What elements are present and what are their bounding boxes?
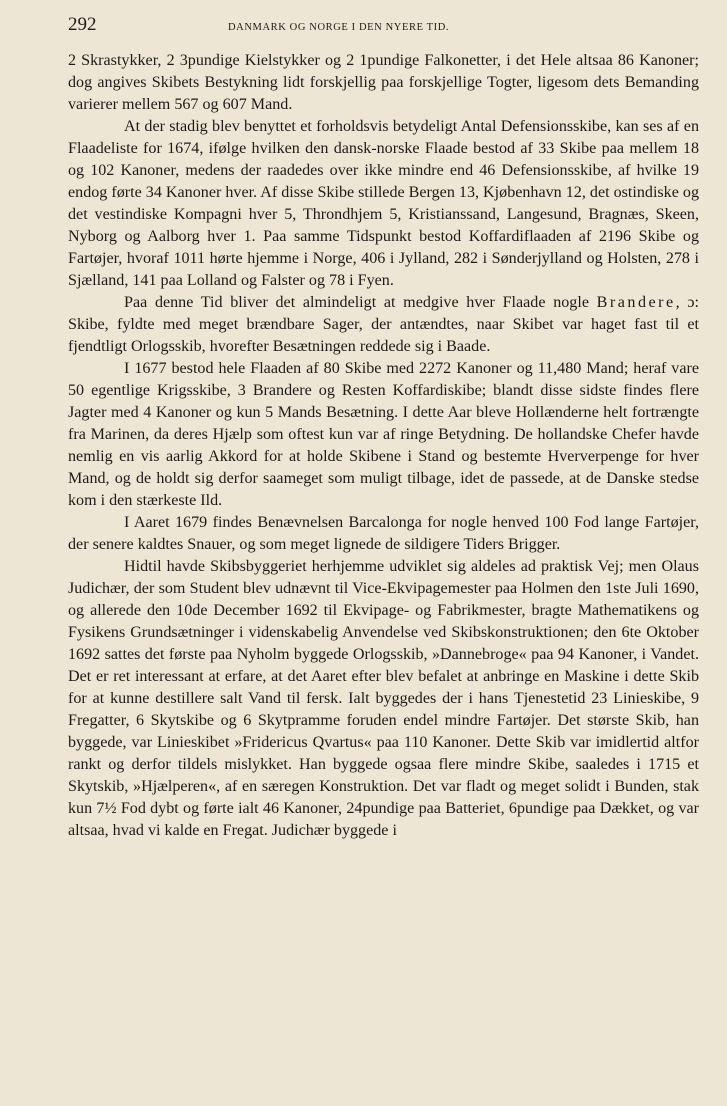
page-header: [68, 14, 699, 50]
paragraph-barcalonga: I Aaret 1679 findes Benævnelsen Barcalonga for nogle henved 100 Fod lange Fartøjer, der senere kaldtes Snauer, og som meget lignede de sildigere Tiders Brigger.: [68, 514, 699, 553]
paragraph-fleet-1677: I 1677 bestod hele Flaaden af 80 Skibe med 2272 Kanoner og 11,480 Mand; heraf vare 50 egentlige Krigsskibe, 3 Brandere og Resten Koffardiskibe; blandt disse sidste findes flere Jagter med 4 Kanoner og kun 5 Mands Besætning. I dette Aar bleve Hollænderne helt fortrængte fra Marinen, da deres Hjælp som oftest kun var af ringe Betydning. De hollandske Chefer havde nemlig en vis aarlig Akkord for at holde Skibene i Stand og bestemte Hververpenge for hver Mand, og de holdt sig derfor saameget som muligt tilbage, idet de passede, at de Danske stedse kom i den stærkeste Ild.: [68, 360, 699, 509]
paragraph-judichaer: Hidtil havde Skibsbyggeriet herhjemme udviklet sig aldeles ad praktisk Vej; men Olaus Judichær, der som Student blev udnævnt til Vice-Ekvipagemester paa Holmen den 1ste Juli 1690, og allerede den 10de December 1692 til Ekvipage- og Fabrikmester, bragte Mathematikens og Fysikens Grundsætninger i videnskabelig Anvendelse ved Skibskonstruktionen; den 6te Oktober 1692 sattes det første paa Nyholm byggede Orlogsskib, »Dannebroge« paa 94 Kanoner, i Vandet. Det er ret interessant at erfare, at det Aaret efter blev befalet at anbringe en Maskine i dette Skib for at kunne destillere salt Vand til fersk. Ialt byggedes der i hans Tjenestetid 23 Linieskibe, 9 Fregatter, 6 Skytskibe og 6 Skytpramme foruden endel mindre Fartøjer. Det største Skib, han byggede, var Linieskibet »Fridericus Qvartus« paa 110 Kanoner. Dette Skib var imidlertid altfor rankt og derfor tildels mislykket. Han byggede ogsaa flere mindre Skibe, saaledes i 1715 et Skytskib, »Hjælperen«, af en særegen Konstruktion. Det var fladt og meget solidt i Bunden, stak kun 7½ Fod dybt og førte ialt 46 Kanoner, 24pundige paa Batteriet, 6pundige paa Dækket, og var altsaa, hvad vi kalde en Fregat. Judichær byggede i: [68, 558, 699, 839]
body-text: [68, 50, 699, 842]
paragraph-brandere-before: Paa denne Tid bliver det almindeligt at medgive hver Flaade nogle: [124, 294, 597, 311]
paragraph-brandere: [68, 292, 699, 358]
paragraph-defensionsskibe: At der stadig blev benyttet et forholdsvis betydeligt Antal Defensionsskibe, kan ses af en Flaadeliste for 1674, ifølge hvilken den dansk-norske Flaade bestod af 33 Skibe paa mellem 18 og 102 Kanoner, medens der raadedes over ikke mindre end 46 Defensionsskibe, af hvilke 19 endog førte 34 Kanoner hver. Af disse Skibe stillede Bergen 13, Kjøbenhavn 12, det ostindiske og det vestindiske Kompagni hver 5, Throndhjem 5, Kristianssand, Langesund, Bragnæs, Skeen, Nyborg og Aalborg hver 1. Paa samme Tidspunkt bestod Koffardiflaaden af 2196 Skibe og Fartøjer, hvoraf 1011 hørte hjemme i Norge, 406 i Jylland, 282 i Sønderjylland og Holsten, 278 i Sjælland, 141 paa Lolland og Falster og 78 i Fyen.: [68, 118, 699, 289]
page-number: 292: [68, 14, 97, 35]
term-brandere: Brandere: [596, 294, 676, 311]
running-head: DANMARK OG NORGE I DEN NYERE TID.: [228, 22, 450, 33]
paragraph-armament: 2 Skrastykker, 2 3pundige Kielstykker og 2 1pundige Falkonetter, i det Hele altsaa 86 Kanoner; dog angives Skibets Bestykning lidt forskjellig paa forskjellige Togter, ligesom dets Bemanding varierer mellem 567 og 607 Mand.: [68, 52, 699, 113]
paragraph-brandere-after: , ɔ: Skibe, fyldte med meget brændbare Sager, der antændtes, naar Skibet var haget fast til et fjendtligt Orlogsskib, hvorefter Besætningen reddede sig i Baade.: [68, 294, 699, 355]
